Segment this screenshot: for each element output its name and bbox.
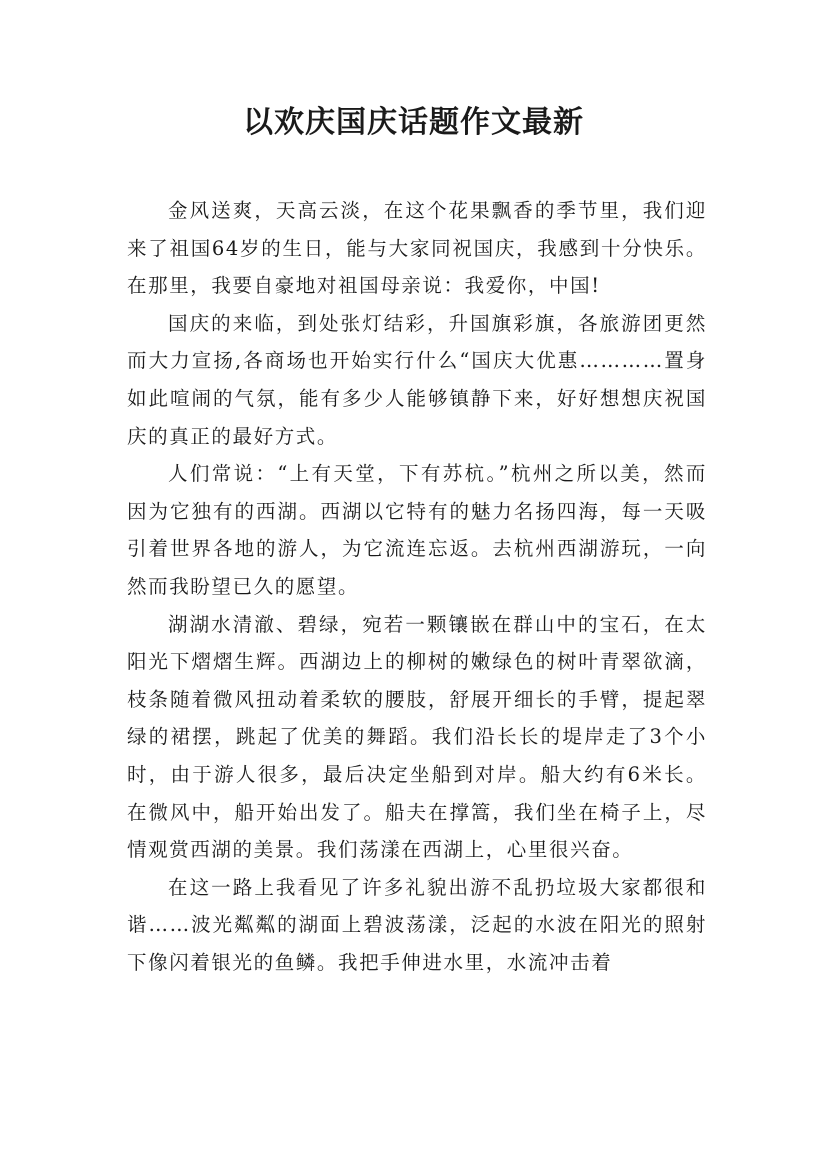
paragraph: 金风送爽，天高云淡，在这个花果飘香的季节里，我们迎来了祖国64岁的生日，能与大家同祝国庆，我感到十分快乐。在那里，我要自豪地对祖国母亲说：我爱你，中国! [127,199,707,298]
paragraph: 湖湖水清澈、碧绿，宛若一颗镶嵌在群山中的宝石，在太阳光下熠熠生辉。西湖边上的柳树的嫩绿色的树叶青翠欲滴，枝条随着微风扭动着柔软的腰肢，舒展开细长的手臂，提起翠绿的裙摆，跳起了优美的舞蹈。我们沿长长的堤岸走了3个小时，由于游人很多，最后决定坐船到对岸。船大约有6米长。在微风中，船开始出发了。船夫在撑篙，我们坐在椅子上，尽情观赏西湖的美景。我们荡漾在西湖上，心里很兴奋。 [127,612,707,862]
paragraph: 人们常说：“上有天堂，下有苏杭。”杭州之所以美，然而因为它独有的西湖。西湖以它特有的魅力名扬四海，每一天吸引着世界各地的游人，为它流连忘返。去杭州西湖游玩，一向然而我盼望已久的愿望。 [127,462,707,598]
document-body [127,192,707,981]
paragraph: 在这一路上我看见了许多礼貌出游不乱扔垃圾大家都很和谐……波光粼粼的湖面上碧波荡漾，泛起的水波在阳光的照射下像闪着银光的鱼鳞。我把手伸进水里，水流冲击着 [127,875,707,974]
paragraph: 国庆的来临，到处张灯结彩，升国旗彩旗，各旅游团更然而大力宣扬,各商场也开始实行什么“国庆大优惠…………置身如此喧闹的气氛，能有多少人能够镇静下来，好好想想庆祝国庆的真正的最好方式。 [127,311,707,448]
document-title: 以欢庆国庆话题作文最新 [243,105,584,140]
